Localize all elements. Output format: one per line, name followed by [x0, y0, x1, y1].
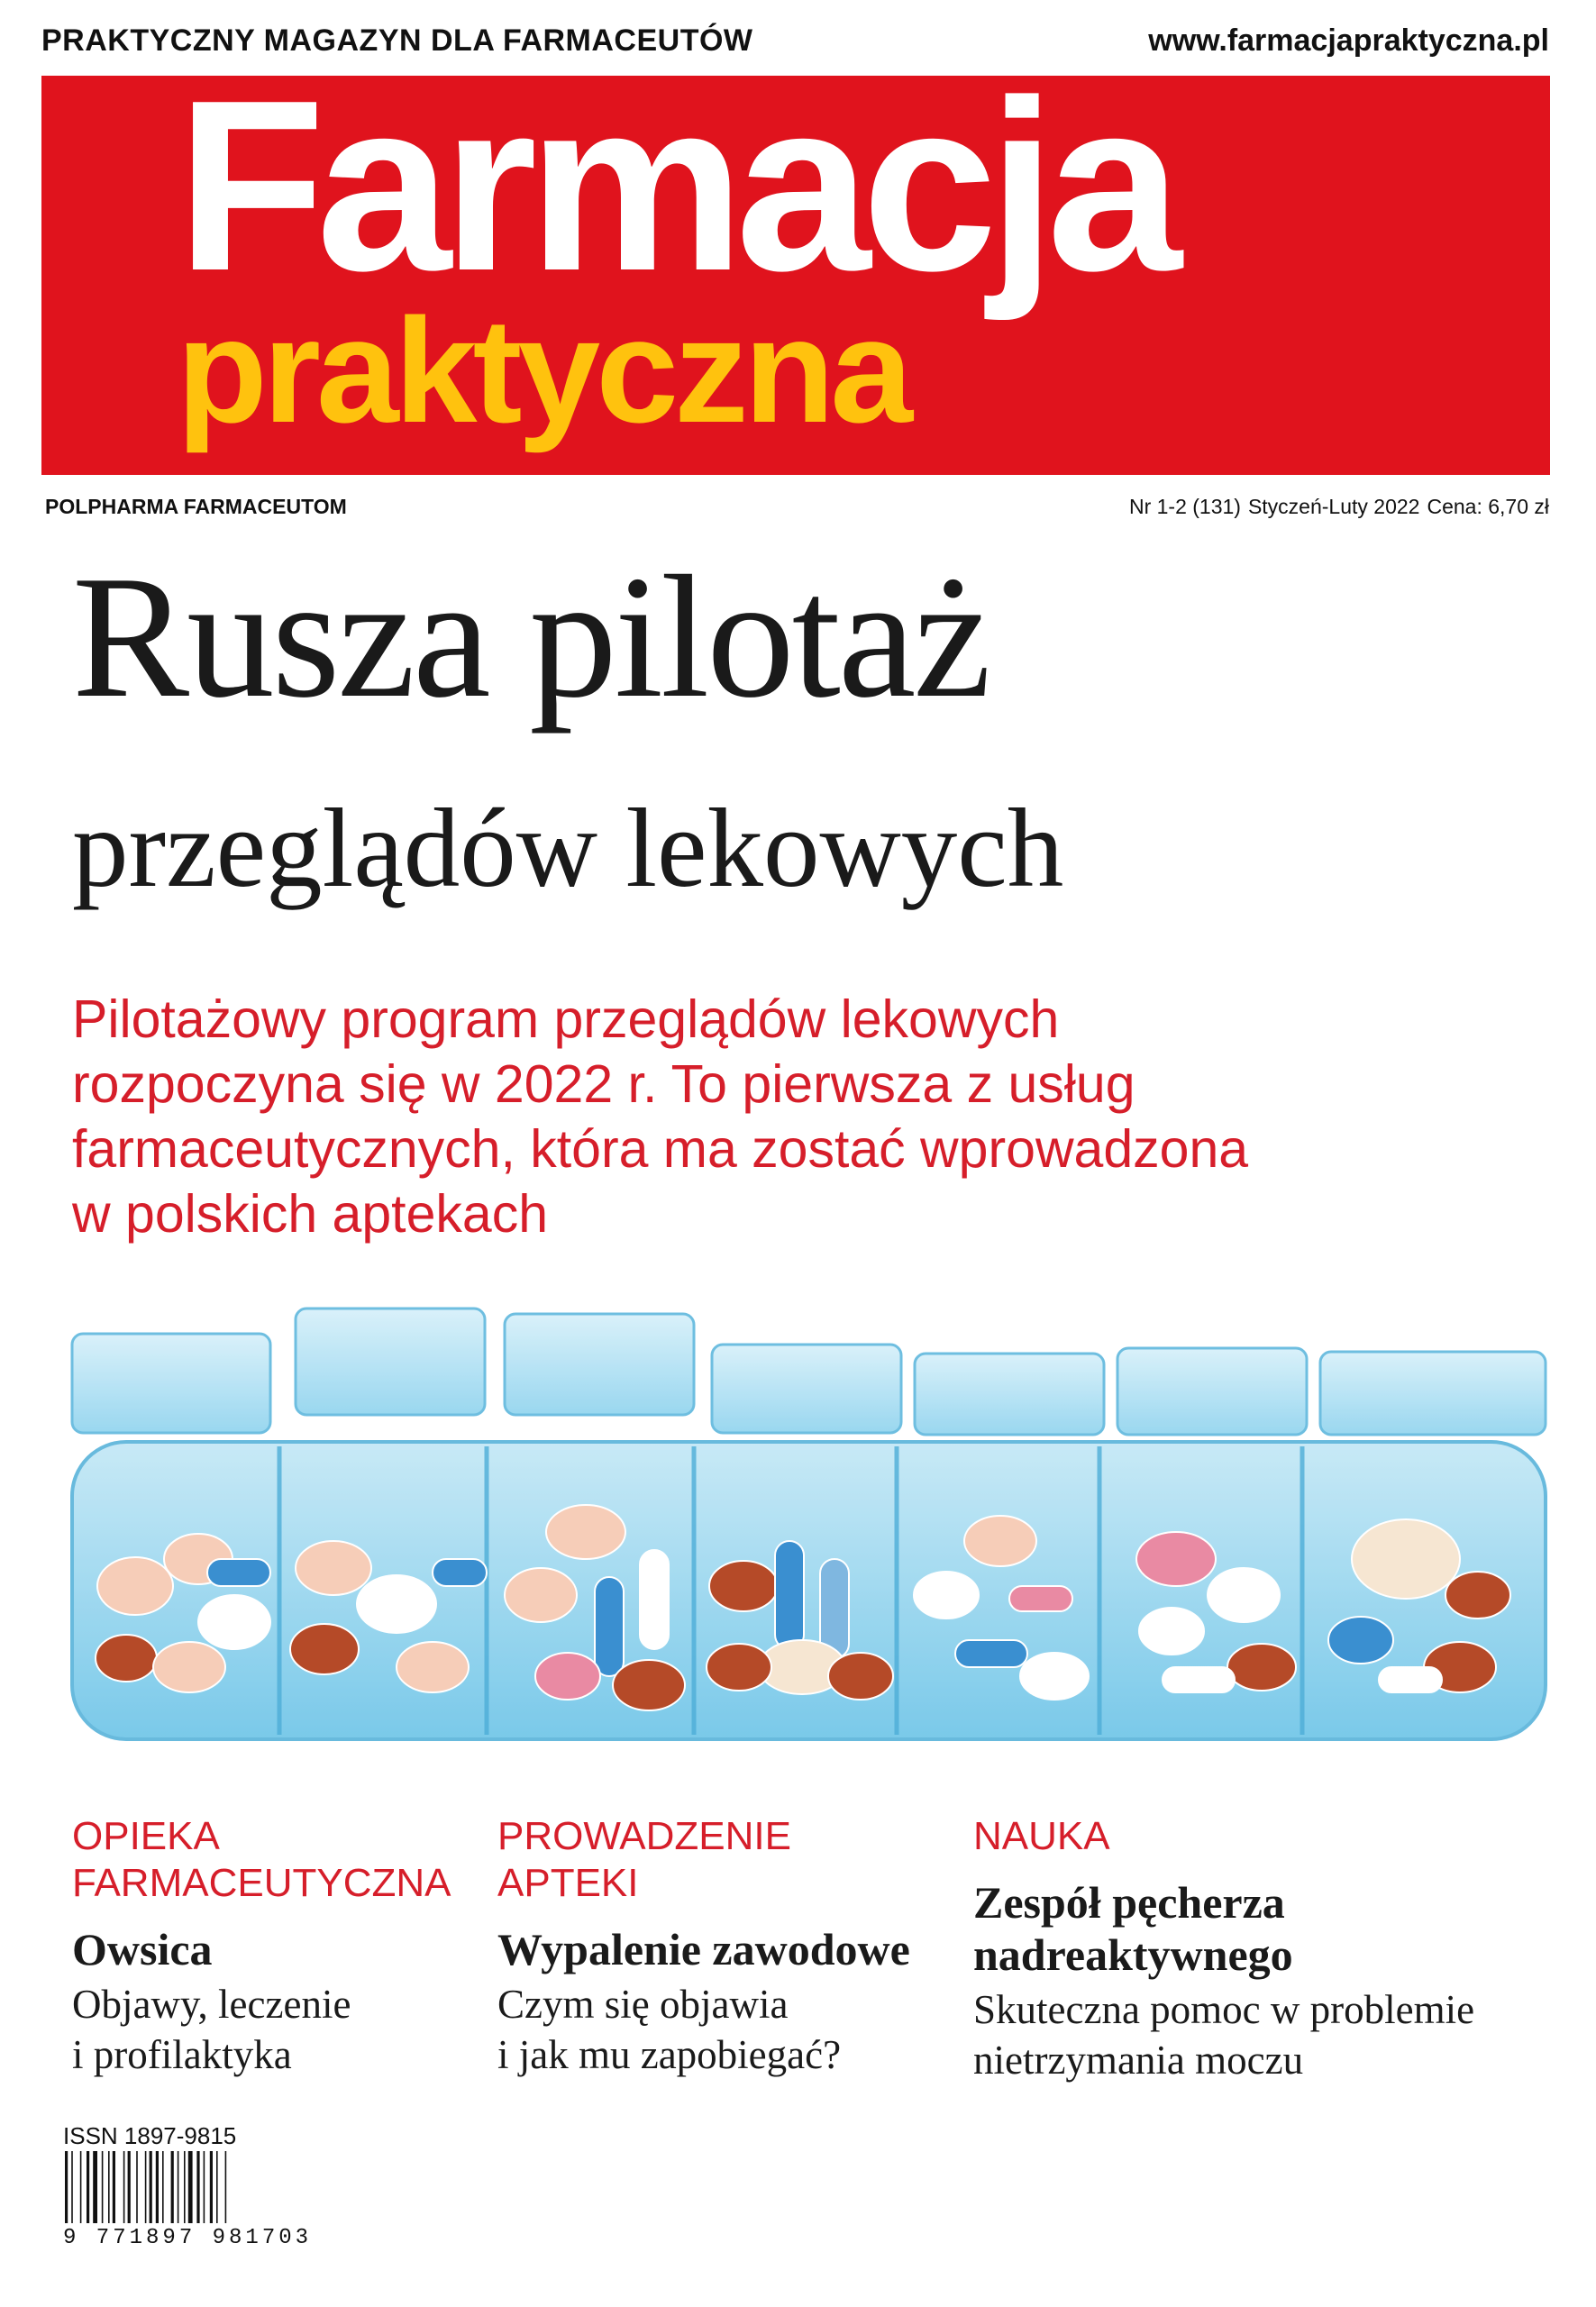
teaser-title	[973, 1876, 1550, 1981]
barcode-bar	[102, 2151, 104, 2223]
magazine-tagline: PRAKTYCZNY MAGAZYN DLA FARMACEUTÓW	[41, 23, 753, 58]
teaser-desc-line: Czym się objawia	[497, 1982, 789, 2027]
barcode-bar	[113, 2151, 115, 2223]
barcode-bar	[145, 2151, 147, 2223]
issue-info	[1122, 495, 1549, 519]
organizer-lids	[72, 1309, 1546, 1435]
barcode-bar	[178, 2151, 179, 2223]
barcode-bar	[65, 2151, 68, 2223]
teaser-pharmaceutical-care[interactable]	[72, 1813, 487, 2080]
barcode-bar	[156, 2151, 159, 2223]
barcode-bar	[150, 2151, 152, 2223]
teaser-title: Wypalenie zawodowe	[497, 1924, 910, 1974]
teaser-desc-line: Skuteczna pomoc w problemie	[973, 1987, 1475, 2032]
barcode-bar	[216, 2151, 218, 2223]
teaser-category-line: OPIEKA	[72, 1814, 220, 1858]
issue-date: Styczeń-Luty 2022	[1247, 495, 1420, 518]
teaser-category	[497, 1813, 948, 1907]
teaser-title: Owsica	[72, 1924, 213, 1974]
masthead-subtitle: praktyczna	[177, 287, 909, 453]
website-url[interactable]: www.farmacjapraktyczna.pl	[1148, 23, 1549, 58]
teaser-desc-line: nietrzymania moczu	[973, 2038, 1304, 2083]
teaser-category	[72, 1813, 487, 1907]
pill-organizer-illustration	[54, 1289, 1568, 1775]
barcode-bar	[210, 2151, 213, 2223]
teaser-title-line: Zespół pęcherza	[973, 1877, 1285, 1928]
teaser-desc-line: i jak mu zapobiegać?	[497, 2032, 842, 2077]
barcode-bar	[87, 2151, 89, 2223]
barcode-bar	[188, 2151, 193, 2223]
cover-headline-secondary: przeglądów lekowych	[72, 787, 1064, 911]
barcode-bar	[108, 2151, 110, 2223]
barcode-bar	[162, 2151, 164, 2223]
issue-number: Nr 1-2 (131)	[1128, 495, 1241, 518]
lede-line: rozpoczyna się w 2022 r. To pierwsza z usług	[72, 1054, 1135, 1114]
barcode-bar	[123, 2151, 125, 2223]
barcode-bar	[93, 2151, 97, 2223]
sponsor-line: POLPHARMA FARMACEUTOM	[45, 495, 347, 518]
teaser-category	[973, 1813, 1550, 1860]
teaser-category-line: PROWADZENIE	[497, 1814, 791, 1858]
teaser-description	[72, 1979, 487, 2080]
lede-line: farmaceutycznych, która ma zostać wprowadzona	[72, 1119, 1249, 1179]
issn-label: ISSN 1897-9815	[63, 2122, 237, 2149]
cover-lede	[72, 987, 1352, 1246]
barcode-bar	[171, 2151, 174, 2223]
teaser-title-line: nadreaktywnego	[973, 1929, 1293, 1980]
masthead	[41, 76, 1550, 475]
teaser-description	[497, 1979, 948, 2080]
teaser-pharmacy-management[interactable]	[497, 1813, 948, 2080]
lede-line: Pilotażowy program przeglądów lekowych	[72, 989, 1060, 1049]
barcode-bar	[80, 2151, 82, 2223]
teaser-category-line: FARMACEUTYCZNA	[72, 1861, 451, 1905]
lede-line: w polskich aptekach	[72, 1184, 549, 1244]
barcode-bar	[225, 2151, 227, 2223]
barcode-bar	[136, 2151, 138, 2223]
barcode-bar	[204, 2151, 205, 2223]
teaser-desc-line: i profilaktyka	[72, 2032, 292, 2077]
cover-headline: Rusza pilotaż	[72, 540, 989, 734]
issue-price: Cena: 6,70 zł	[1427, 495, 1549, 518]
teaser-science[interactable]	[973, 1813, 1550, 2085]
barcode-bar	[71, 2151, 73, 2223]
teaser-category-line: APTEKI	[497, 1861, 639, 1905]
teaser-desc-line: Objawy, leczenie	[72, 1982, 351, 2027]
barcode-bar	[128, 2151, 131, 2223]
barcode-number: 9 771897 981703	[63, 2226, 313, 2250]
teaser-category-line: NAUKA	[973, 1814, 1110, 1858]
barcode-bar	[196, 2151, 199, 2223]
masthead-title: Farmacja	[177, 76, 1173, 322]
barcode-bar	[184, 2151, 186, 2223]
teaser-description	[973, 1984, 1550, 2085]
barcode-graphic	[63, 2151, 288, 2223]
